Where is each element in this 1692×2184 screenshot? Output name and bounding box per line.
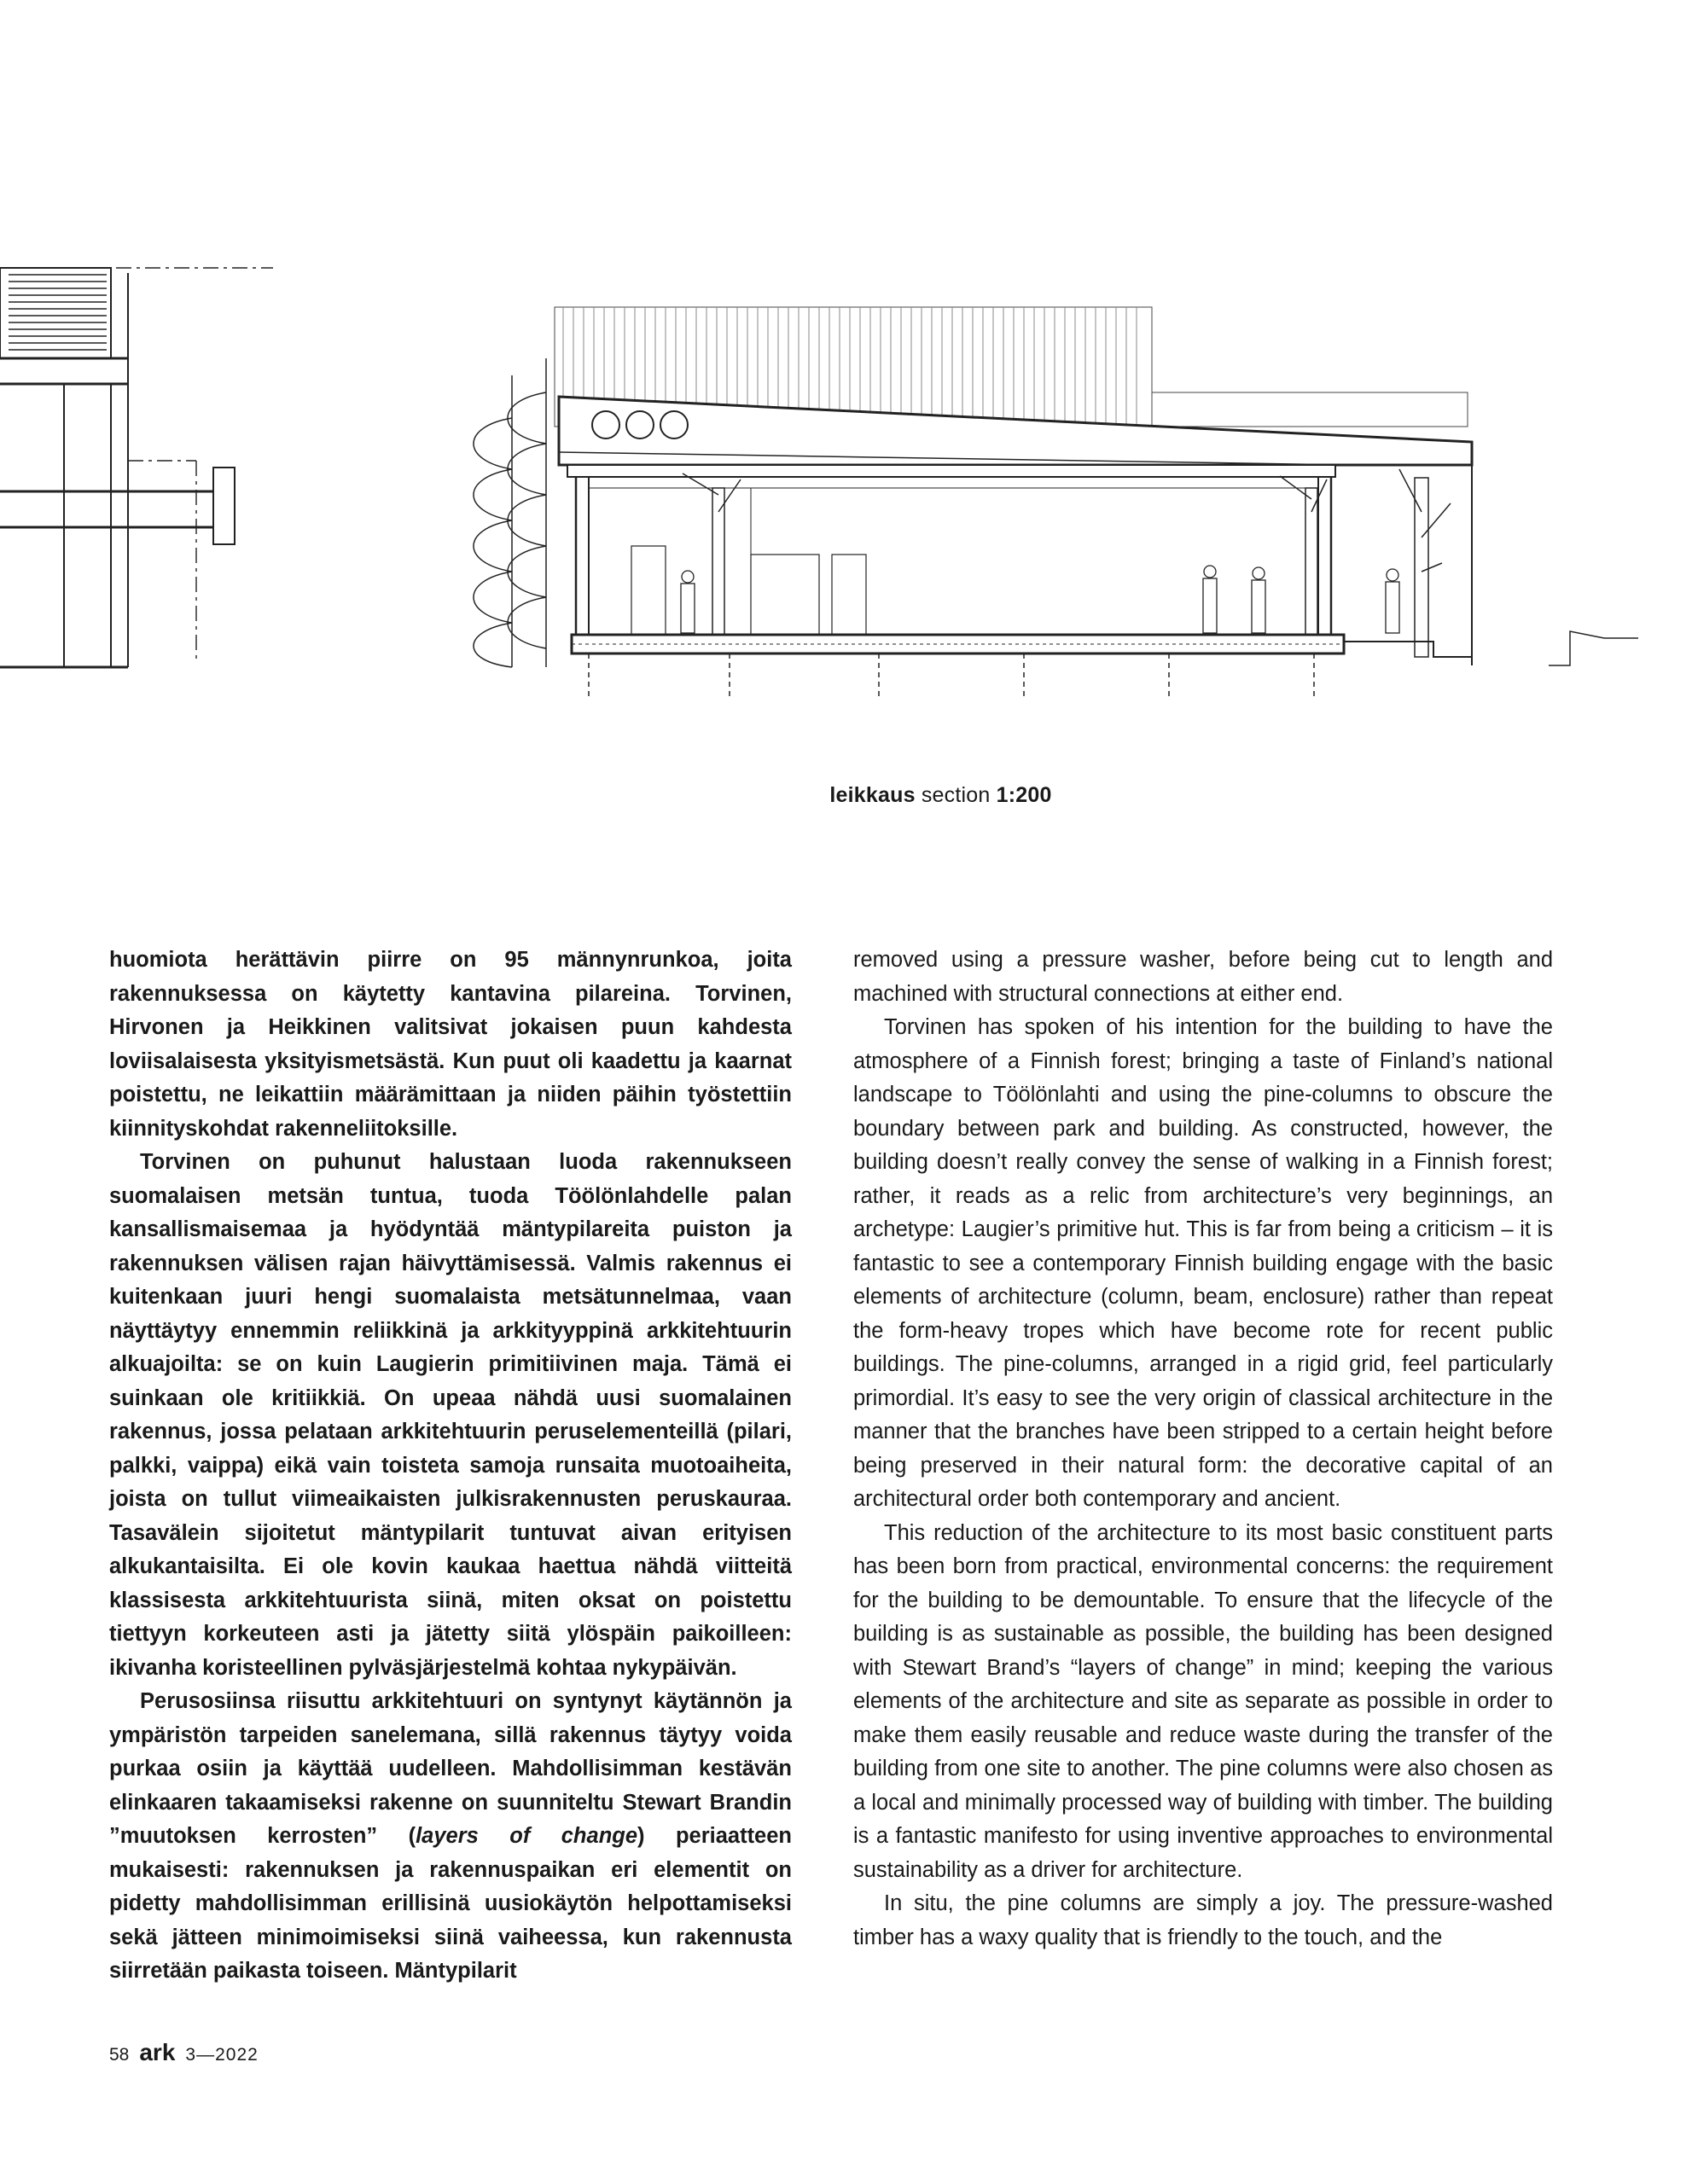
section-drawing	[0, 256, 1692, 734]
english-column	[853, 944, 1553, 1955]
magazine-name: ark	[139, 2039, 176, 2065]
fi-paragraph-1: huomiota herättävin piirre on 95 männynrunkoa, joita rakennuksessa on käytetty kantavina pilareina. Torvinen, Hirvonen ja Heikkinen valitsivat jokaisen puun kahdesta loviisalaisesta yksityismetsästä. Kun puut oli kaadettu ja kaarnat poistettu, ne leikattiin määrämittaan ja niiden päihin työstettiin kiinnityskohdat rakenneliitoksille.	[109, 948, 792, 1141]
fi-paragraph-3-a: Perusosiinsa riisuttu arkkitehtuuri on syntynyt käytännön ja ympäristön tarpeiden sanelemana, sillä rakennus täytyy voida purkaa osiin ja käyttää uudelleen. Mahdollisimman kestävän elinkaaren takaamiseksi rakenne on suunniteltu Stewart Brandin ”muutoksen kerrosten” (	[109, 1689, 792, 1848]
pavilion-section	[559, 397, 1638, 700]
fi-paragraph-2: Torvinen on puhunut halustaan luoda rakennukseen suomalaisen metsän tuntua, tuoda Töölönlahdelle palan kansallismaisemaa ja hyödyntää mäntypilareita puiston ja rakennuksen välisen rajan häivyttämisessä. Valmis rakennus ei kuitenkaan juuri hengi suomalaista metsätunnelmaa, vaan näyttäytyy ennemmin reliikkinä ja arkkityyppinä arkkitehtuurin alkuajoilta: se on kuin Laugierin primitiivinen maja. Tämä ei suinkaan ole kritiikkiä. On upeaa nähdä uusi suomalainen rakennus, jossa pelataan arkkitehtuurin peruselementeillä (pilari, palkki, vaippa) eikä vain toisteta samoja runsaita muotoaiheita, joista on tullut viimeaikaisten julkisrakennusten peruskauraa. Tasavälein sijoitetut mäntypilarit tuntuvat aivan erityisen alkukantaisilta. Ei ole kovin kaukaa haettua nähdä viitteitä klassisesta arkkitehtuurista siinä, miten oksat on poistettu tiettyyn korkeuteen asti ja jätetty siitä ylöspäin paikoilleen: ikivanha koristeellinen pylväsjärjestelmä kohtaa nykypäivän.	[109, 1150, 792, 1680]
pine-columns	[683, 469, 1451, 657]
caption-en: section	[921, 783, 991, 807]
en-paragraph-1: removed using a pressure washer, before being cut to length and machined with structural connections at either end.	[853, 948, 1553, 1006]
fi-paragraph-3-italic: layers of change	[416, 1824, 638, 1848]
adjacent-building	[0, 268, 273, 667]
en-paragraph-2: Torvinen has spoken of his intention for the building to have the atmosphere of a Finnish forest; bringing a taste of Finland’s national landscape to Töölönlahti and using the pine-columns to obscure the boundary between park and building. As constructed, however, the building doesn’t really convey the sense of walking in a Finnish forest; rather, it reads as a relic from architecture’s very beginnings, an archetype: Laugier’s primitive hut. This is far from being a criticism – it is fantastic to see a contemporary Finnish building engage with the basic elements of architecture (column, beam, enclosure) rather than repeat the form-heavy tropes which have become rote for recent public buildings. The pine-columns, arranged in a rigid grid, feel particularly primordial. It’s easy to see the very origin of classical architecture in the manner that the branches have been stripped to a certain height before being preserved in their natural form: the decorative capital of an architectural order both contemporary and ancient.	[853, 1015, 1553, 1511]
fi-paragraph-3-b: ) periaatteen mukaisesti: rakennuksen ja rakennuspaikan eri elementit on pidetty mahdollisimman erillisinä uusiokäytön helpottamiseksi sekä jätteen minimoimiseksi siinä vaiheessa, kun rakennusta siirretään paikasta toiseen. Mäntypilarit	[109, 1824, 793, 1983]
issue-number: 3—2022	[185, 2045, 259, 2065]
foundations	[589, 653, 1314, 700]
en-paragraph-3: This reduction of the architecture to its most basic constituent parts has been born from practical, environmental concerns: the requirement for the building to be demountable. To ensure that the lifecycle of the building is as sustainable as possible, the building has been designed with Stewart Brand’s “layers of change” in mind; keeping the various elements of the architecture and site as separate as possible in order to make them easily reusable and reduce waste during the transfer of the building from one site to another. The pine columns were also chosen as a local and minimally processed way of building with timber. The building is a fantastic manifesto for using inventive approaches to environmental sustainability as a driver for architecture.	[853, 1520, 1553, 1882]
page-folio	[109, 2039, 259, 2066]
finnish-column	[109, 944, 792, 1989]
page-number: 58	[109, 2045, 130, 2065]
human-figures	[681, 566, 1399, 633]
spiral-stair	[474, 358, 546, 667]
caption-scale: 1:200	[996, 783, 1052, 807]
en-paragraph-4: In situ, the pine columns are simply a joy. The pressure-washed timber has a waxy quality that is friendly to the touch, and the	[853, 1891, 1553, 1949]
caption-fi: leikkaus	[829, 783, 916, 807]
fi-paragraph-3	[109, 1685, 792, 1989]
figure-caption	[0, 783, 1692, 808]
